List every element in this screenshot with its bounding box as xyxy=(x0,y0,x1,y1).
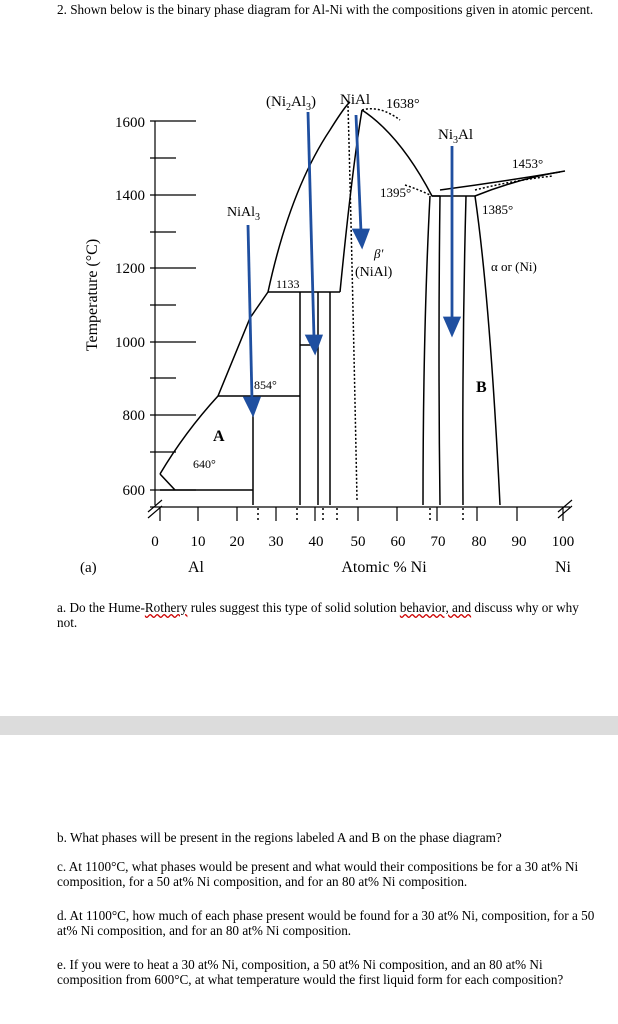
question-part-e: e. If you were to heat a 30 at% Ni, composition, a 50 at% Ni composition, and an 80 at% Ni composition from 600°C, at what temperature would the first liquid form for each composition? xyxy=(57,957,564,987)
label-ni3al: $Ni_3Al$ xyxy=(438,127,473,146)
page-separator xyxy=(0,716,618,735)
x-tick-70: 70 xyxy=(430,534,446,550)
label-1453: 1453° xyxy=(512,156,544,171)
y-tick-1400: 1400 xyxy=(115,188,145,204)
y-tick-1000: 1000 xyxy=(115,335,145,351)
y-axis-title: Temperature (°C) xyxy=(84,238,101,352)
x-right-element: Ni xyxy=(555,559,571,576)
arrow-nial-head xyxy=(354,230,368,246)
y-tick-600: 600 xyxy=(122,483,145,499)
x-axis-title: Atomic % Ni xyxy=(341,559,427,576)
question-part-b: b. What phases will be present in the regions labeled A and B on the phase diagram? xyxy=(57,830,502,845)
arrow-ni2al3 xyxy=(308,112,314,338)
question-part-a: a. Do the Hume-Rothery rules suggest this type of solid solution behavior, and discuss why or why not. xyxy=(57,600,579,630)
arrow-nial3-head xyxy=(245,398,259,414)
x-tick-10: 10 xyxy=(190,534,206,550)
x-tick-40: 40 xyxy=(308,534,324,550)
label-region-b: B xyxy=(476,379,487,396)
axis-breaks xyxy=(148,500,572,518)
label-region-a: A xyxy=(213,428,225,445)
arrow-nial3 xyxy=(248,225,252,400)
label-ni2al3: $(Ni_2Al_3)$ xyxy=(266,94,316,113)
question-part-d: d. At 1100°C, how much of each phase present would be found for a 30 at% Ni, composition, for a 50 at% Ni composition, and for an 80 at% Ni composition. xyxy=(57,908,595,938)
question-intro: 2. Shown below is the binary phase diagram for Al-Ni with the compositions given in atomic percent. xyxy=(57,2,594,17)
x-tick-80: 80 xyxy=(471,534,487,550)
arrow-ni3al-head xyxy=(445,318,459,334)
label-1133: 1133 xyxy=(276,277,300,291)
label-alpha-ni: α or (Ni) xyxy=(491,259,537,274)
x-tick-100: 100 xyxy=(551,534,575,550)
label-1385: 1385° xyxy=(482,202,514,217)
arrow-ni2al3-head xyxy=(307,336,321,352)
y-tick-1200: 1200 xyxy=(115,261,145,277)
label-nial3: NiAl$_3$ xyxy=(227,205,260,223)
y-tick-1600: 1600 xyxy=(115,115,145,131)
y-tick-800: 800 xyxy=(122,408,145,424)
label-854: 854° xyxy=(254,378,277,392)
x-tick-30: 30 xyxy=(268,534,284,550)
axis-dotted-markers xyxy=(258,508,463,522)
label-1395: 1395° xyxy=(380,185,412,200)
page-2 xyxy=(0,735,618,1024)
x-axis-ticks xyxy=(160,507,563,521)
question-part-c: c. At 1100°C, what phases would be present and what would their compositions be for a 30 at% Ni composition, for a 50 at% Ni composition, and for an 80 at% Ni composition. xyxy=(57,859,579,889)
x-tick-50: 50 xyxy=(350,534,366,550)
y-axis-ticks xyxy=(150,121,196,505)
panel-label: (a) xyxy=(80,560,97,576)
label-beta-prime: β' xyxy=(374,246,384,261)
label-beta-nial: (NiAl) xyxy=(355,265,393,280)
label-nial-top: NiAl xyxy=(340,92,370,108)
x-tick-90: 90 xyxy=(511,534,527,550)
x-left-element: Al xyxy=(188,559,204,576)
x-tick-60: 60 xyxy=(390,534,406,550)
label-1638: 1638° xyxy=(386,97,420,112)
x-tick-0: 0 xyxy=(151,534,159,550)
label-640: 640° xyxy=(193,457,216,471)
x-tick-20: 20 xyxy=(229,534,245,550)
